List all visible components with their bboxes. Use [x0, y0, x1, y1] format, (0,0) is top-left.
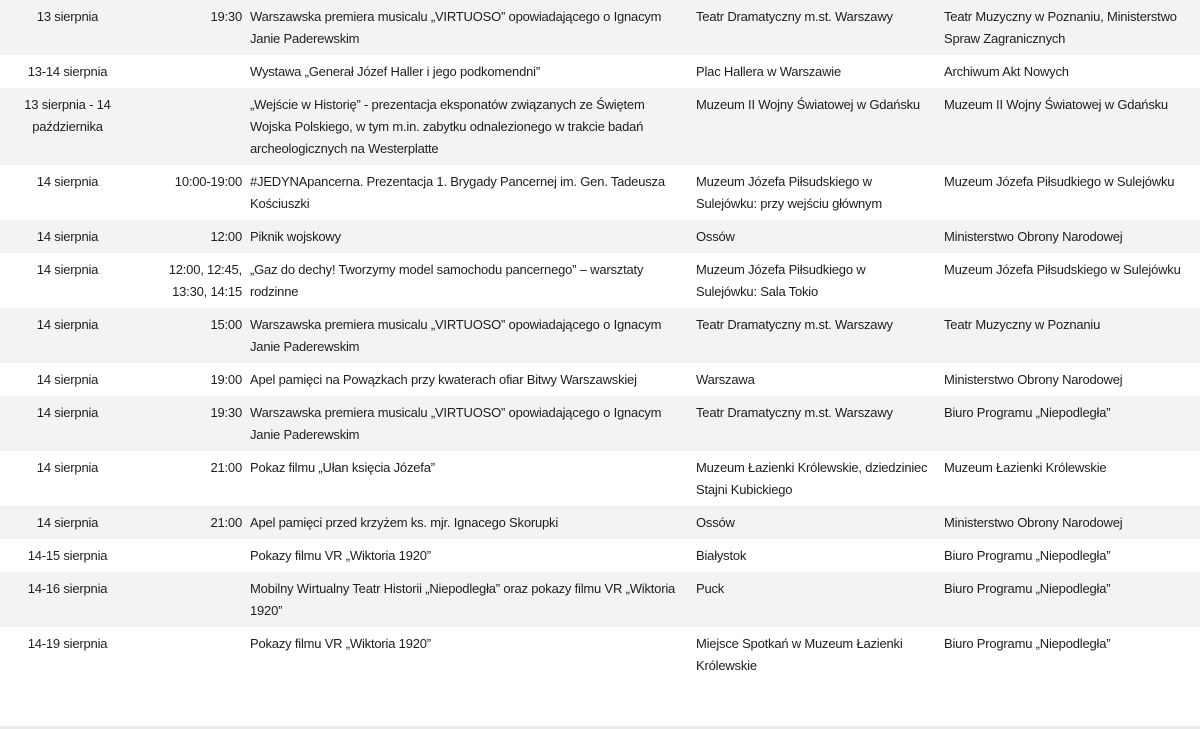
event-venue: Białystok — [696, 548, 747, 563]
event-organizer: Biuro Programu „Niepodległa” — [944, 636, 1111, 651]
event-time: 10:00-19:00 — [174, 174, 242, 189]
event-organizer: Muzeum II Wojny Światowej w Gdańsku — [936, 88, 1200, 165]
event-title: Piknik wojskowy — [246, 220, 688, 253]
event-title: „Wejście w Historię” - prezentacja eksponatów związanych ze Świętem Wojska Polskiego, w tym m.in. zabytku odnalezionego w trakcie badań archeologicznych na Westerplatte — [246, 88, 688, 165]
event-title: Apel pamięci przed krzyżem ks. mjr. Ignacego Skorupki — [246, 506, 688, 539]
event-date: 14 sierpnia — [0, 396, 135, 451]
event-time — [135, 539, 246, 572]
table-row — [0, 220, 1200, 253]
event-organizer: Muzeum Józefa Piłsudkiego w Sulejówku — [944, 174, 1175, 189]
event-time: 12:00 — [135, 220, 246, 253]
event-venue: Muzeum Łazienki Królewskie, dziedziniec Stajni Kubickiego — [696, 460, 928, 497]
event-time: 15:00 — [135, 308, 246, 363]
event-venue: Miejsce Spotkań w Muzeum Łazienki Królewskie — [696, 636, 903, 673]
event-date: 13 sierpnia - 14 października — [0, 88, 135, 165]
event-date: 14 sierpnia — [0, 308, 135, 363]
event-date: 14-15 sierpnia — [27, 548, 108, 563]
event-organizer: Ministerstwo Obrony Narodowej — [944, 372, 1123, 387]
event-date: 14 sierpnia — [36, 460, 99, 475]
event-date: 13 sierpnia — [0, 0, 135, 55]
table-row — [0, 451, 1200, 506]
event-time — [135, 572, 246, 627]
event-venue: Muzeum Józefa Piłsudkiego w Sulejówku: Sala Tokio — [696, 262, 866, 299]
event-time: 21:00 — [135, 506, 246, 539]
event-organizer: Muzeum Józefa Piłsudskiego w Sulejówku — [944, 262, 1181, 277]
event-title: Warszawska premiera musicalu „VIRTUOSO” opowiadającego o Ignacym Janie Paderewskim — [246, 0, 688, 55]
event-time — [135, 88, 246, 165]
event-title: „Gaz do dechy! Tworzymy model samochodu pancernego” – warsztaty rodzinne — [250, 262, 644, 299]
table-row — [0, 506, 1200, 539]
event-organizer: Muzeum Łazienki Królewskie — [944, 460, 1107, 475]
table-row — [0, 88, 1200, 165]
event-venue: Ossów — [688, 220, 936, 253]
event-time — [135, 627, 246, 682]
event-organizer: Biuro Programu „Niepodległa” — [936, 572, 1200, 627]
event-title: Pokazy filmu VR „Wiktoria 1920” — [250, 548, 431, 563]
event-organizer: Archiwum Akt Nowych — [944, 64, 1069, 79]
event-date: 14 sierpnia — [0, 220, 135, 253]
table-row — [0, 253, 1200, 308]
event-venue: Teatr Dramatyczny m.st. Warszawy — [688, 0, 936, 55]
event-title: Pokaz filmu „Ułan księcia Józefa” — [250, 460, 435, 475]
event-organizer: Biuro Programu „Niepodległa” — [944, 548, 1111, 563]
event-date: 14-19 sierpnia — [27, 636, 108, 651]
event-time: 21:00 — [210, 460, 242, 475]
event-title: Mobilny Wirtualny Teatr Historii „Niepodległa” oraz pokazy filmu VR „Wiktoria 1920” — [246, 572, 688, 627]
event-date: 14 sierpnia — [0, 506, 135, 539]
event-organizer: Biuro Programu „Niepodległa” — [936, 396, 1200, 451]
event-title: Pokazy filmu VR „Wiktoria 1920” — [250, 636, 431, 651]
table-row — [0, 627, 1200, 682]
event-organizer: Ministerstwo Obrony Narodowej — [936, 220, 1200, 253]
table-row — [0, 165, 1200, 220]
table-row — [0, 363, 1200, 396]
table-row — [0, 0, 1200, 55]
event-venue: Teatr Dramatyczny m.st. Warszawy — [688, 396, 936, 451]
table-row — [0, 308, 1200, 363]
event-venue: Muzeum Józefa Piłsudskiego w Sulejówku: przy wejściu głównym — [696, 174, 882, 211]
table-row — [0, 55, 1200, 88]
event-title: Warszawska premiera musicalu „VIRTUOSO” opowiadającego o Ignacym Janie Paderewskim — [246, 308, 688, 363]
event-venue: Ossów — [688, 506, 936, 539]
event-organizer: Teatr Muzyczny w Poznaniu, Ministerstwo Spraw Zagranicznych — [936, 0, 1200, 55]
event-venue: Warszawa — [696, 372, 755, 387]
event-date: 13-14 sierpnia — [27, 64, 108, 79]
event-time: 19:30 — [135, 396, 246, 451]
event-organizer: Teatr Muzyczny w Poznaniu — [936, 308, 1200, 363]
event-venue: Puck — [688, 572, 936, 627]
event-venue: Plac Hallera w Warszawie — [696, 64, 841, 79]
event-title: Wystawa „Generał Józef Haller i jego podkomendni” — [250, 64, 540, 79]
event-date: 14 sierpnia — [36, 262, 99, 277]
event-time — [135, 55, 246, 88]
table-row — [0, 396, 1200, 451]
event-title: Apel pamięci na Powązkach przy kwaterach ofiar Bitwy Warszawskiej — [250, 372, 637, 387]
event-date: 14 sierpnia — [36, 174, 99, 189]
event-organizer: Ministerstwo Obrony Narodowej — [936, 506, 1200, 539]
event-title: #JEDYNApancerna. Prezentacja 1. Brygady Pancernej im. Gen. Tadeusza Kościuszki — [250, 174, 665, 211]
table-row — [0, 572, 1200, 627]
event-time: 12:00, 12:45, 13:30, 14:15 — [168, 262, 242, 299]
event-time: 19:30 — [135, 0, 246, 55]
event-date: 14 sierpnia — [36, 372, 99, 387]
event-venue: Teatr Dramatyczny m.st. Warszawy — [688, 308, 936, 363]
event-date: 14-16 sierpnia — [0, 572, 135, 627]
table-row — [0, 539, 1200, 572]
event-time: 19:00 — [210, 372, 242, 387]
event-venue: Muzeum II Wojny Światowej w Gdańsku — [688, 88, 936, 165]
event-title: Warszawska premiera musicalu „VIRTUOSO” opowiadającego o Ignacym Janie Paderewskim — [246, 396, 688, 451]
